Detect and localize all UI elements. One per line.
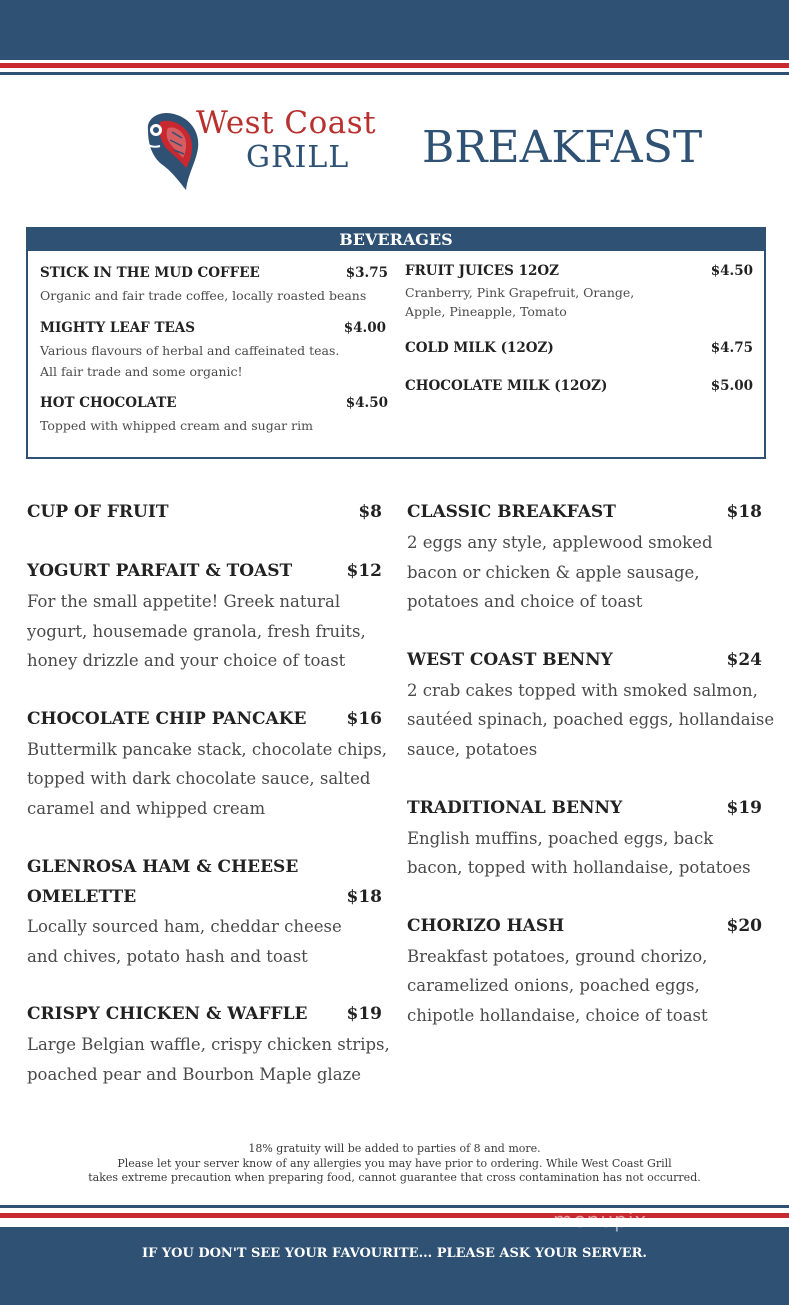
menu-item-price: $16 [346, 709, 382, 729]
menu-item-name: TRADITIONAL BENNY [407, 798, 623, 818]
menu-item-desc: poached pear and Bourbon Maple glaze [27, 1065, 361, 1084]
menu-item-desc: 2 eggs any style, applewood smoked [407, 533, 713, 552]
beverage-name: MIGHTY LEAF TEAS [40, 320, 196, 336]
allergy-note-cont: takes extreme precaution when preparing food, cannot guarantee that cross contamination has not occurred. [88, 1171, 701, 1184]
menu-item-price: $19 [346, 1004, 382, 1024]
menu-item-desc: sautéed spinach, poached eggs, hollandaise [407, 710, 775, 729]
beverage-price: $4.00 [343, 320, 386, 336]
beverage-desc: Topped with whipped cream and sugar rim [40, 418, 313, 433]
menu-item-name-line2: OMELETTE [27, 887, 137, 907]
menu-item-desc: Locally sourced ham, cheddar cheese [27, 917, 342, 936]
beverages-header: BEVERAGES [28, 229, 764, 251]
menu-item-desc: Buttermilk pancake stack, chocolate chips, [27, 740, 388, 759]
menu-item-desc: topped with dark chocolate sauce, salted [27, 769, 371, 788]
menu-item-name: CRISPY CHICKEN & WAFFLE [27, 1004, 308, 1024]
footer-message: IF YOU DON'T SEE YOUR FAVOURITE... PLEASE ASK YOUR SERVER. [142, 1246, 647, 1261]
beverage-price: $5.00 [710, 378, 753, 394]
menu-item-desc: chipotle hollandaise, choice of toast [407, 1006, 708, 1025]
menu-item-name: CHOCOLATE CHIP PANCAKE [27, 709, 307, 729]
beverage-desc: Cranberry, Pink Grapefruit, Orange, [405, 285, 635, 300]
menu-item-desc: Breakfast potatoes, ground chorizo, [407, 947, 708, 966]
beverages-box [26, 227, 766, 459]
menu-item-desc: bacon or chicken & apple sausage, [407, 563, 700, 582]
beverage-name: CHOCOLATE MILK (12OZ) [405, 378, 608, 394]
top-band [0, 0, 789, 60]
menu-item-desc: bacon, topped with hollandaise, potatoes [407, 858, 751, 877]
beverage-desc: Organic and fair trade coffee, locally roasted beans [40, 288, 367, 303]
beverage-name: STICK IN THE MUD COFFEE [40, 265, 260, 281]
menu-item-desc: and chives, potato hash and toast [27, 947, 308, 966]
menu-item-price: $18 [346, 887, 382, 907]
menu-item-price: $24 [726, 650, 762, 670]
bottom-band [0, 1227, 789, 1305]
menu-item-price: $12 [346, 561, 382, 581]
menu-item-name: WEST COAST BENNY [407, 650, 613, 670]
watermark: menupix [553, 1208, 648, 1232]
menu-item-name: CLASSIC BREAKFAST [407, 502, 616, 522]
beverage-name: HOT CHOCOLATE [40, 395, 177, 411]
fine-print [0, 1142, 789, 1186]
top-red-stripe [0, 63, 789, 68]
gratuity-note: 18% gratuity will be added to parties of 8 and more. [248, 1142, 541, 1155]
page-title: BREAKFAST [422, 122, 703, 173]
menu-item-desc: English muffins, poached eggs, back [407, 829, 714, 848]
menu-item-price: $19 [726, 798, 762, 818]
menu-item-price: $18 [726, 502, 762, 522]
beverage-desc: Apple, Pineapple, Tomato [405, 304, 567, 319]
bottom-red-stripe [0, 1213, 789, 1218]
beverage-desc: All fair trade and some organic! [40, 364, 243, 379]
menu-item-price: $20 [726, 916, 762, 936]
menu-item-price: $8 [358, 502, 382, 522]
menu-item-desc: honey drizzle and your choice of toast [27, 651, 346, 670]
menu-item-desc: For the small appetite! Greek natural [27, 592, 341, 611]
beverage-name: FRUIT JUICES 12OZ [405, 263, 559, 279]
menu-item-desc: sauce, potatoes [407, 740, 538, 759]
menu-item-name: CHORIZO HASH [407, 916, 565, 936]
beverage-price: $4.50 [710, 263, 753, 279]
menu-item-desc: yogurt, housemade granola, fresh fruits, [27, 622, 366, 641]
logo-text-west-coast: West Coast [196, 105, 377, 141]
menu-item-name: YOGURT PARFAIT & TOAST [27, 561, 293, 581]
menu-item-name: GLENROSA HAM & CHEESE [27, 857, 299, 877]
bottom-blue-stripe [0, 1205, 789, 1208]
beverage-name: COLD MILK (12OZ) [405, 340, 554, 356]
beverage-price: $4.75 [710, 340, 753, 356]
menu-item-desc: potatoes and choice of toast [407, 592, 643, 611]
logo-text-grill: GRILL [246, 140, 350, 175]
menu-item-desc: Large Belgian waffle, crispy chicken strips, [27, 1035, 390, 1054]
beverage-desc: Various flavours of herbal and caffeinated teas. [40, 343, 340, 358]
beverage-price: $4.50 [345, 395, 388, 411]
menu-item-desc: caramelized onions, poached eggs, [407, 976, 700, 995]
salmon-logo-icon [138, 108, 204, 192]
menu-item-desc: caramel and whipped cream [27, 799, 266, 818]
top-blue-stripe [0, 72, 789, 75]
beverage-price: $3.75 [345, 265, 388, 281]
allergy-note: Please let your server know of any allergies you may have prior to ordering. While West Coast Grill [117, 1156, 672, 1170]
menu-item-name: CUP OF FRUIT [27, 502, 169, 522]
menu-item-desc: 2 crab cakes topped with smoked salmon, [407, 681, 758, 700]
